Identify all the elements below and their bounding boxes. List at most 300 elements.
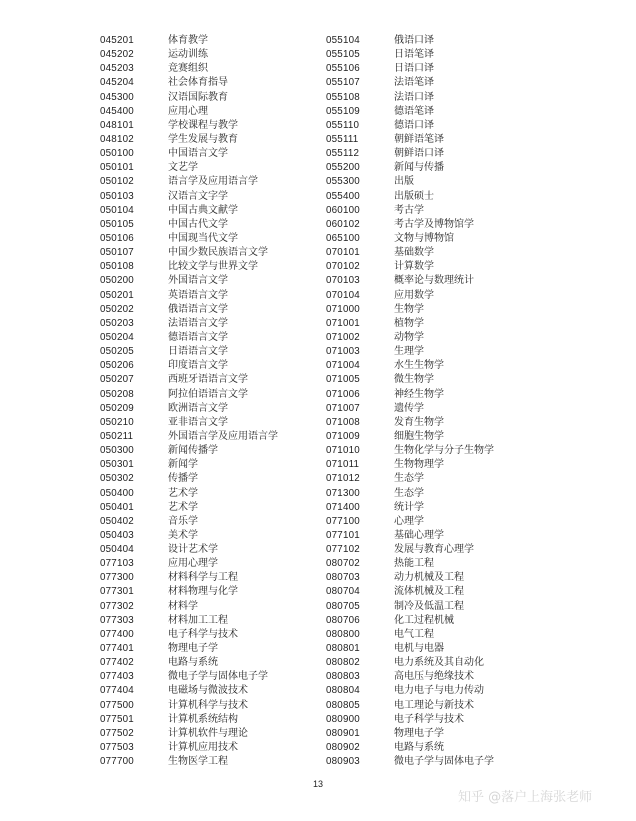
major-code: 045202 xyxy=(100,49,134,61)
major-name: 学生发展与教育 xyxy=(168,133,238,145)
major-code: 071006 xyxy=(326,388,360,400)
major-code: 055110 xyxy=(326,119,360,131)
major-name: 艺术学 xyxy=(168,487,198,499)
major-code: 071001 xyxy=(326,317,360,329)
major-name: 文艺学 xyxy=(168,162,198,174)
list-item xyxy=(100,274,324,288)
major-code: 055106 xyxy=(326,63,360,75)
major-name: 物理电子学 xyxy=(168,643,218,655)
list-item xyxy=(326,317,550,331)
major-code: 050210 xyxy=(100,416,134,428)
major-code: 050107 xyxy=(100,247,134,259)
list-item xyxy=(100,472,324,486)
major-code: 077302 xyxy=(100,600,134,612)
list-item xyxy=(326,699,550,713)
major-name: 德语语言文学 xyxy=(168,331,228,343)
list-item xyxy=(100,218,324,232)
list-item xyxy=(100,571,324,585)
major-name: 动物学 xyxy=(394,331,424,343)
list-item xyxy=(326,458,550,472)
major-name: 生态学 xyxy=(394,473,424,485)
major-code: 080702 xyxy=(326,558,360,570)
list-item xyxy=(100,359,324,373)
major-name: 新闻与传播 xyxy=(394,162,444,174)
major-code: 050211 xyxy=(100,430,134,442)
major-name: 微电子学与固体电子学 xyxy=(168,671,268,683)
list-item xyxy=(326,388,550,402)
major-name: 运动训练 xyxy=(168,49,208,61)
major-code: 077700 xyxy=(100,756,134,768)
list-item xyxy=(100,713,324,727)
list-item xyxy=(326,755,550,769)
major-code: 070102 xyxy=(326,261,360,273)
major-name: 考古学及博物馆学 xyxy=(394,218,474,230)
major-code: 071000 xyxy=(326,303,360,315)
list-item xyxy=(100,119,324,133)
major-code: 070101 xyxy=(326,247,360,259)
major-name: 心理学 xyxy=(394,515,424,527)
major-code: 077400 xyxy=(100,628,134,640)
major-code: 080902 xyxy=(326,742,360,754)
list-item xyxy=(326,175,550,189)
major-code: 048102 xyxy=(100,133,134,145)
major-code: 050204 xyxy=(100,331,134,343)
list-item xyxy=(326,91,550,105)
major-name: 欧洲语言文学 xyxy=(168,402,228,414)
list-item xyxy=(100,76,324,90)
major-name: 应用数学 xyxy=(394,289,434,301)
major-name: 生理学 xyxy=(394,346,424,358)
major-name: 阿拉伯语语言文学 xyxy=(168,388,248,400)
major-code: 050209 xyxy=(100,402,134,414)
major-name: 统计学 xyxy=(394,501,424,513)
list-item xyxy=(326,402,550,416)
list-item xyxy=(100,105,324,119)
major-code: 080903 xyxy=(326,756,360,768)
major-name: 电子科学与技术 xyxy=(394,713,464,725)
list-item xyxy=(326,557,550,571)
major-code: 071002 xyxy=(326,331,360,343)
major-code: 050202 xyxy=(100,303,134,315)
major-name: 计算机科学与技术 xyxy=(168,699,248,711)
major-name: 传播学 xyxy=(168,473,198,485)
major-code: 071007 xyxy=(326,402,360,414)
major-name: 体育教学 xyxy=(168,35,208,46)
list-item xyxy=(100,260,324,274)
list-item xyxy=(100,303,324,317)
major-code: 055109 xyxy=(326,105,360,117)
list-item xyxy=(326,684,550,698)
list-item xyxy=(100,515,324,529)
major-name: 应用心理学 xyxy=(168,558,218,570)
list-item xyxy=(100,204,324,218)
major-code: 071400 xyxy=(326,501,360,513)
list-item xyxy=(100,543,324,557)
list-item xyxy=(100,628,324,642)
major-code: 077501 xyxy=(100,713,134,725)
major-code: 055108 xyxy=(326,91,360,103)
list-item xyxy=(100,34,324,48)
major-name: 法语语言文学 xyxy=(168,317,228,329)
major-code: 050401 xyxy=(100,501,134,513)
major-name: 生物化学与分子生物学 xyxy=(394,445,494,457)
major-name: 外国语言学及应用语言学 xyxy=(168,430,278,442)
major-name: 语言学及应用语言学 xyxy=(168,176,258,188)
major-name: 电工理论与新技术 xyxy=(394,699,474,711)
major-name: 细胞生物学 xyxy=(394,430,444,442)
list-item xyxy=(100,755,324,769)
major-name: 朝鲜语口译 xyxy=(394,148,444,160)
list-item xyxy=(326,190,550,204)
major-name: 中国语言文学 xyxy=(168,148,228,160)
list-item xyxy=(100,741,324,755)
major-name: 生态学 xyxy=(394,487,424,499)
major-code: 080706 xyxy=(326,614,360,626)
major-code: 080703 xyxy=(326,572,360,584)
major-name: 社会体育指导 xyxy=(168,77,228,89)
major-name: 应用心理 xyxy=(168,105,208,117)
list-item xyxy=(326,585,550,599)
major-code: 080803 xyxy=(326,671,360,683)
major-name: 生物医学工程 xyxy=(168,756,228,768)
list-item xyxy=(100,416,324,430)
major-name: 美术学 xyxy=(168,529,198,541)
major-name: 化工过程机械 xyxy=(394,614,454,626)
major-name: 德语笔译 xyxy=(394,105,434,117)
list-item xyxy=(326,105,550,119)
major-code: 050201 xyxy=(100,289,134,301)
major-name: 西班牙语语言文学 xyxy=(168,374,248,386)
right-column xyxy=(326,34,550,769)
major-name: 电力电子与电力传动 xyxy=(394,685,484,697)
major-code: 077303 xyxy=(100,614,134,626)
major-code: 077402 xyxy=(100,657,134,669)
major-code: 071011 xyxy=(326,459,360,471)
major-code: 050400 xyxy=(100,487,134,499)
major-name: 俄语语言文学 xyxy=(168,303,228,315)
list-item xyxy=(100,232,324,246)
left-column xyxy=(100,34,324,769)
major-code: 050300 xyxy=(100,445,134,457)
major-code: 050106 xyxy=(100,232,134,244)
list-item xyxy=(326,289,550,303)
major-code: 045300 xyxy=(100,91,134,103)
major-name: 新闻学 xyxy=(168,459,198,471)
major-name: 比较文学与世界文学 xyxy=(168,261,258,273)
major-code: 077403 xyxy=(100,671,134,683)
major-name: 微生物学 xyxy=(394,374,434,386)
major-code: 050208 xyxy=(100,388,134,400)
major-code: 045400 xyxy=(100,105,134,117)
list-item xyxy=(326,444,550,458)
major-code: 077503 xyxy=(100,742,134,754)
list-item xyxy=(326,161,550,175)
list-item xyxy=(100,133,324,147)
major-name: 日语口译 xyxy=(394,63,434,75)
major-name: 文物与博物馆 xyxy=(394,232,454,244)
major-name: 考古学 xyxy=(394,204,424,216)
list-item xyxy=(326,529,550,543)
list-item xyxy=(326,331,550,345)
major-code: 050402 xyxy=(100,515,134,527)
major-name: 中国少数民族语言文学 xyxy=(168,247,268,259)
list-item xyxy=(100,557,324,571)
major-name: 法语口译 xyxy=(394,91,434,103)
major-code: 080704 xyxy=(326,586,360,598)
major-name: 竞赛组织 xyxy=(168,63,208,75)
major-name: 音乐学 xyxy=(168,515,198,527)
major-name: 基础心理学 xyxy=(394,529,444,541)
major-name: 艺术学 xyxy=(168,501,198,513)
list-item xyxy=(326,359,550,373)
major-name: 中国古代文学 xyxy=(168,218,228,230)
list-item xyxy=(326,515,550,529)
major-code: 055112 xyxy=(326,148,360,160)
list-item xyxy=(100,161,324,175)
major-name: 生物物理学 xyxy=(394,459,444,471)
major-code: 048101 xyxy=(100,119,134,131)
list-item xyxy=(326,48,550,62)
major-name: 遗传学 xyxy=(394,402,424,414)
major-name: 出版 xyxy=(394,176,414,188)
major-name: 日语语言文学 xyxy=(168,346,228,358)
list-item xyxy=(100,345,324,359)
list-item xyxy=(100,727,324,741)
list-item xyxy=(100,91,324,105)
major-name: 中国现当代文学 xyxy=(168,232,238,244)
list-item xyxy=(100,317,324,331)
major-code: 080802 xyxy=(326,657,360,669)
major-code: 050101 xyxy=(100,162,134,174)
major-code: 077101 xyxy=(326,529,360,541)
list-item xyxy=(100,246,324,260)
major-name: 日语笔译 xyxy=(394,49,434,61)
major-code: 050207 xyxy=(100,374,134,386)
major-name: 物理电子学 xyxy=(394,727,444,739)
major-name: 印度语言文学 xyxy=(168,360,228,372)
major-name: 基础数学 xyxy=(394,247,434,259)
major-code: 077103 xyxy=(100,558,134,570)
major-code: 060100 xyxy=(326,204,360,216)
list-item xyxy=(326,430,550,444)
major-name: 神经生物学 xyxy=(394,388,444,400)
list-item xyxy=(326,303,550,317)
major-name: 德语口译 xyxy=(394,119,434,131)
list-item xyxy=(100,487,324,501)
major-code: 045204 xyxy=(100,77,134,89)
major-code: 071004 xyxy=(326,360,360,372)
list-item xyxy=(100,501,324,515)
major-code: 050108 xyxy=(100,261,134,273)
major-name: 概率论与数理统计 xyxy=(394,275,474,287)
major-name: 亚非语言文学 xyxy=(168,416,228,428)
list-item xyxy=(326,246,550,260)
list-item xyxy=(326,501,550,515)
list-item xyxy=(100,600,324,614)
list-item xyxy=(100,699,324,713)
page-number: 13 xyxy=(312,779,323,789)
list-item xyxy=(100,585,324,599)
list-item xyxy=(100,175,324,189)
list-item xyxy=(326,571,550,585)
major-code: 045201 xyxy=(100,35,134,46)
list-item xyxy=(326,345,550,359)
major-code: 065100 xyxy=(326,232,360,244)
major-name: 学校课程与教学 xyxy=(168,119,238,131)
major-name: 热能工程 xyxy=(394,558,434,570)
major-name: 生物学 xyxy=(394,303,424,315)
major-name: 俄语口译 xyxy=(394,35,434,46)
major-name: 计算机软件与理论 xyxy=(168,727,248,739)
major-name: 出版硕士 xyxy=(394,190,434,202)
list-item xyxy=(326,218,550,232)
major-name: 制冷及低温工程 xyxy=(394,600,464,612)
major-code: 055104 xyxy=(326,35,360,46)
major-code: 050105 xyxy=(100,218,134,230)
major-name: 发展与教育心理学 xyxy=(394,544,474,556)
major-name: 流体机械及工程 xyxy=(394,586,464,598)
list-item xyxy=(326,600,550,614)
list-item xyxy=(100,402,324,416)
major-code: 080800 xyxy=(326,628,360,640)
major-name: 设计艺术学 xyxy=(168,544,218,556)
major-name: 朝鲜语笔译 xyxy=(394,133,444,145)
major-name: 电路与系统 xyxy=(394,742,444,754)
major-code: 050206 xyxy=(100,360,134,372)
major-code: 077301 xyxy=(100,586,134,598)
major-code: 055111 xyxy=(326,133,359,145)
major-name: 电路与系统 xyxy=(168,657,218,669)
major-code: 050100 xyxy=(100,148,134,160)
major-name: 微电子学与固体电子学 xyxy=(394,756,494,768)
list-item xyxy=(326,62,550,76)
list-item xyxy=(100,458,324,472)
major-code: 050203 xyxy=(100,317,134,329)
major-name: 外国语言文学 xyxy=(168,275,228,287)
list-item xyxy=(326,487,550,501)
major-code: 071008 xyxy=(326,416,360,428)
list-item xyxy=(100,373,324,387)
major-code: 045203 xyxy=(100,63,134,75)
major-code: 077100 xyxy=(326,515,360,527)
list-item xyxy=(100,147,324,161)
major-code: 080705 xyxy=(326,600,360,612)
list-item xyxy=(326,472,550,486)
major-code: 077300 xyxy=(100,572,134,584)
major-code: 071003 xyxy=(326,346,360,358)
major-code: 071300 xyxy=(326,487,360,499)
list-item xyxy=(100,656,324,670)
major-code: 055200 xyxy=(326,162,360,174)
major-name: 计算机系统结构 xyxy=(168,713,238,725)
major-name: 新闻传播学 xyxy=(168,445,218,457)
major-code: 050104 xyxy=(100,204,134,216)
major-code: 080804 xyxy=(326,685,360,697)
major-code: 050103 xyxy=(100,190,134,202)
major-name: 发育生物学 xyxy=(394,416,444,428)
major-code: 070103 xyxy=(326,275,360,287)
list-item xyxy=(326,727,550,741)
major-name: 英语语言文学 xyxy=(168,289,228,301)
list-item xyxy=(326,670,550,684)
major-code: 050205 xyxy=(100,346,134,358)
major-code: 070104 xyxy=(326,289,360,301)
major-code: 077404 xyxy=(100,685,134,697)
list-item xyxy=(326,628,550,642)
list-item xyxy=(326,416,550,430)
major-name: 中国古典文献学 xyxy=(168,204,238,216)
list-item xyxy=(326,119,550,133)
major-name: 电机与电器 xyxy=(394,643,444,655)
major-name: 法语笔译 xyxy=(394,77,434,89)
major-code: 080901 xyxy=(326,727,360,739)
major-name: 汉语言文字学 xyxy=(168,190,228,202)
major-name: 计算数学 xyxy=(394,261,434,273)
list-item xyxy=(326,147,550,161)
list-item xyxy=(326,373,550,387)
major-name: 电子科学与技术 xyxy=(168,628,238,640)
major-code: 050302 xyxy=(100,473,134,485)
list-item xyxy=(326,642,550,656)
major-code: 077401 xyxy=(100,643,134,655)
major-code: 071005 xyxy=(326,374,360,386)
major-name: 材料加工工程 xyxy=(168,614,228,626)
watermark: 知乎 @落户上海张老师 xyxy=(458,790,593,805)
major-code: 055400 xyxy=(326,190,360,202)
list-item xyxy=(100,430,324,444)
major-code: 055300 xyxy=(326,176,360,188)
major-code: 050301 xyxy=(100,459,134,471)
list-item xyxy=(326,260,550,274)
list-item xyxy=(326,543,550,557)
major-code: 055107 xyxy=(326,77,360,89)
major-name: 高电压与绝缘技术 xyxy=(394,671,474,683)
major-name: 水生生物学 xyxy=(394,360,444,372)
list-item xyxy=(326,656,550,670)
major-code: 080805 xyxy=(326,699,360,711)
major-code: 077102 xyxy=(326,544,360,556)
major-name: 电磁场与微波技术 xyxy=(168,685,248,697)
list-item xyxy=(100,642,324,656)
major-code: 050404 xyxy=(100,544,134,556)
major-name: 电气工程 xyxy=(394,628,434,640)
major-name: 材料科学与工程 xyxy=(168,572,238,584)
list-item xyxy=(326,741,550,755)
major-name: 汉语国际教育 xyxy=(168,91,228,103)
major-code: 077500 xyxy=(100,699,134,711)
major-name: 材料学 xyxy=(168,600,198,612)
major-code: 055105 xyxy=(326,49,360,61)
major-code: 060102 xyxy=(326,218,360,230)
major-code: 080900 xyxy=(326,713,360,725)
list-item xyxy=(100,388,324,402)
list-item xyxy=(100,529,324,543)
list-item xyxy=(326,34,550,48)
list-item xyxy=(326,614,550,628)
list-item xyxy=(100,331,324,345)
list-item xyxy=(100,62,324,76)
list-item xyxy=(100,614,324,628)
major-code: 050102 xyxy=(100,176,134,188)
list-item xyxy=(100,190,324,204)
list-item xyxy=(100,48,324,62)
list-item xyxy=(100,289,324,303)
major-name: 电力系统及其自动化 xyxy=(394,657,484,669)
list-item xyxy=(100,684,324,698)
major-code: 071010 xyxy=(326,445,360,457)
major-code: 071012 xyxy=(326,473,360,485)
list-item xyxy=(326,204,550,218)
